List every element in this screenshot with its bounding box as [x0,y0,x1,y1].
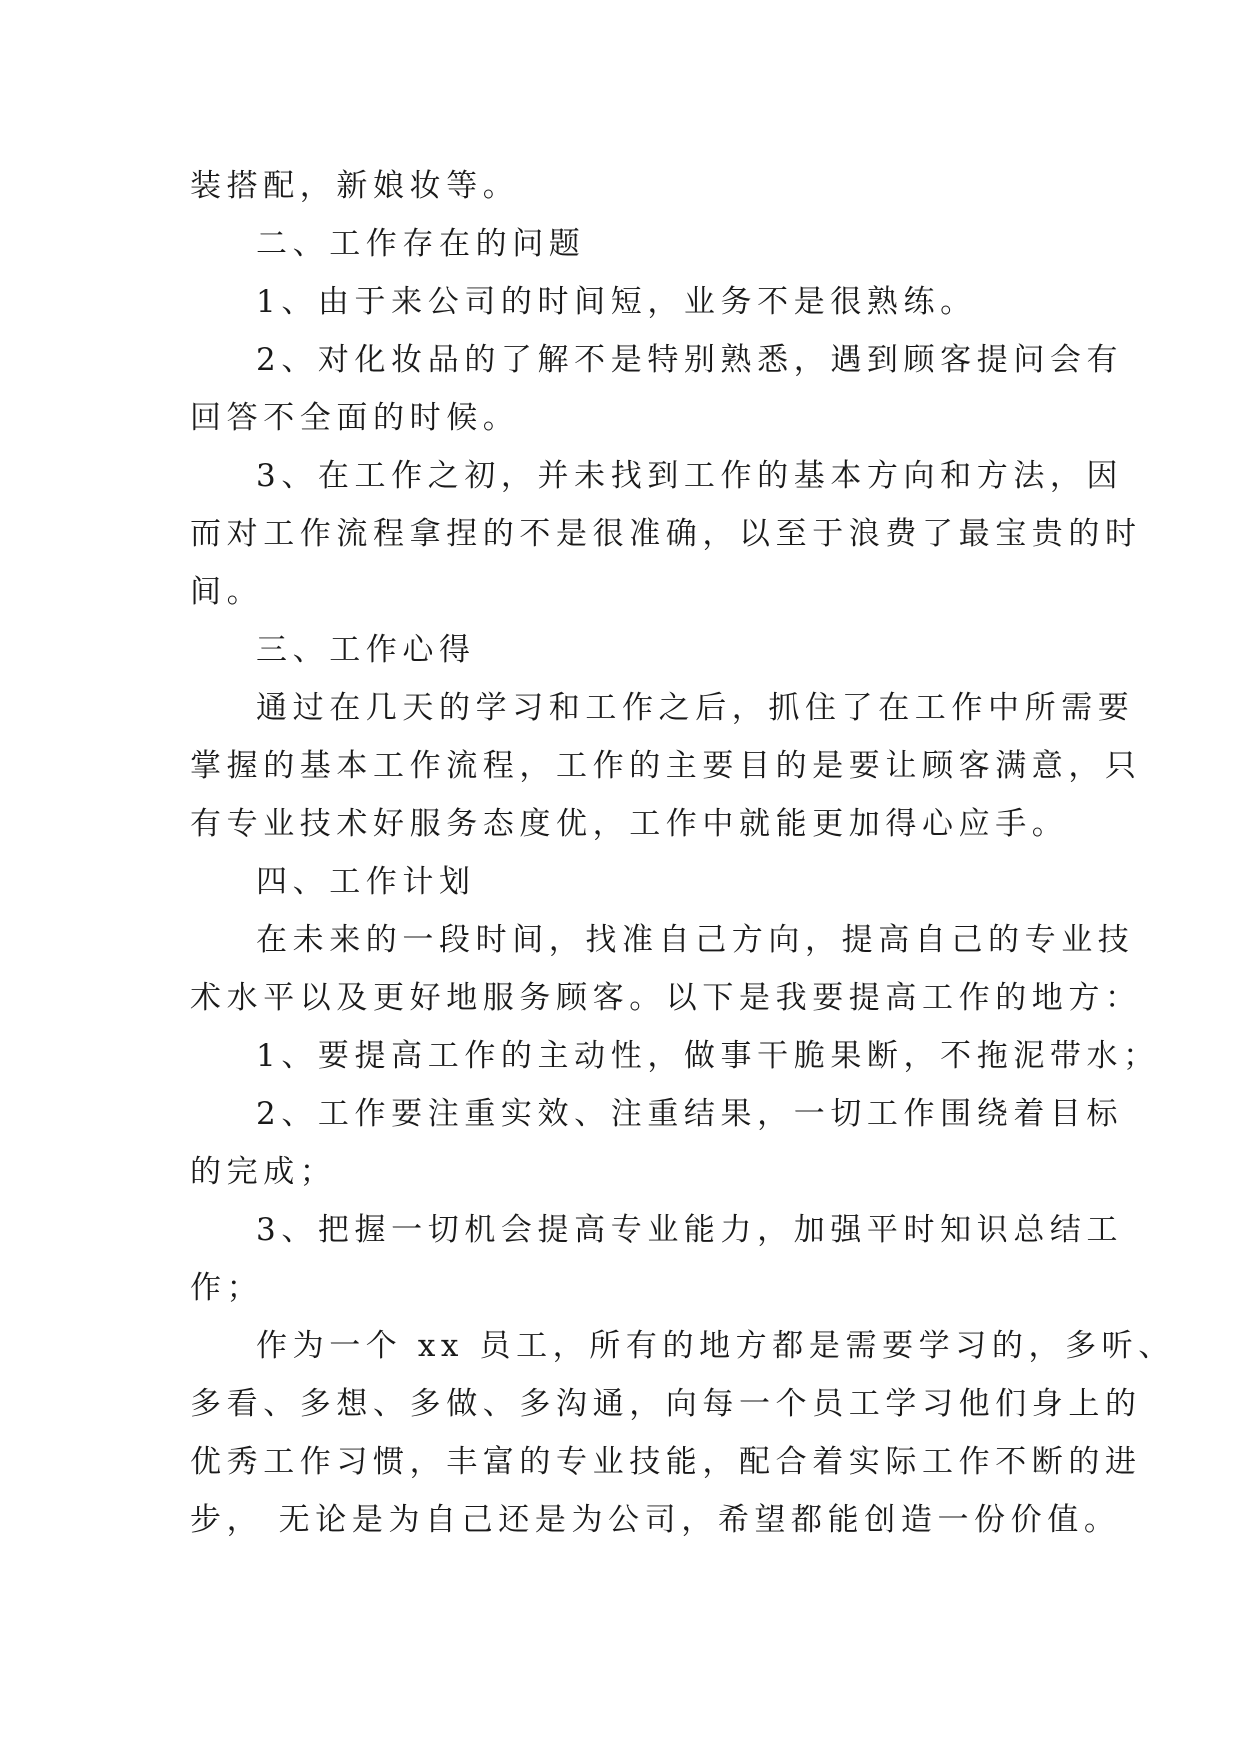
section-heading-problems: 二、工作存在的问题 [256,226,586,262]
text-line-1: 装搭配，新娘妆等。 [190,168,520,204]
text-line-4: 2、对化妆品的了解不是特别熟悉，遇到顾客提问会有 [256,342,1124,378]
text-line-17: 2、工作要注重实效、注重结果，一切工作围绕着目标 [256,1096,1124,1132]
text-line-21: 作为一个 xx 员工，所有的地方都是需要学习的，多听、 [256,1328,1175,1364]
text-line-8: 间。 [190,574,264,610]
text-line-12: 有专业技术好服务态度优，工作中就能更加得心应手。 [190,806,1069,842]
text-line-24: 步， 无论是为自己还是为公司，希望都能创造一份价值。 [190,1502,1121,1538]
text-line-3: 1、由于来公司的时间短，业务不是很熟练。 [256,284,977,320]
text-line-22: 多看、多想、多做、多沟通，向每一个员工学习他们身上的 [190,1386,1142,1422]
text-line-5: 回答不全面的时候。 [190,400,520,436]
text-line-11: 掌握的基本工作流程，工作的主要目的是要让顾客满意，只 [190,748,1142,784]
text-line-10: 通过在几天的学习和工作之后，抓住了在工作中所需要 [256,690,1135,726]
text-line-18: 的完成； [190,1154,337,1190]
text-line-23: 优秀工作习惯，丰富的专业技能，配合着实际工作不断的进 [190,1444,1142,1480]
text-line-16: 1、要提高工作的主动性，做事干脆果断，不拖泥带水； [256,1038,1160,1074]
text-line-19: 3、把握一切机会提高专业能力，加强平时知识总结工 [256,1212,1124,1248]
text-line-7: 而对工作流程拿捏的不是很准确，以至于浪费了最宝贵的时 [190,516,1142,552]
section-heading-insights: 三、工作心得 [256,632,476,668]
text-line-6: 3、在工作之初，并未找到工作的基本方向和方法，因 [256,458,1124,494]
text-line-20: 作； [190,1270,264,1306]
text-line-14: 在未来的一段时间，找准自己方向，提高自己的专业技 [256,922,1135,958]
section-heading-plan: 四、工作计划 [256,864,476,900]
text-line-15: 术水平以及更好地服务顾客。以下是我要提高工作的地方： [190,980,1142,1016]
